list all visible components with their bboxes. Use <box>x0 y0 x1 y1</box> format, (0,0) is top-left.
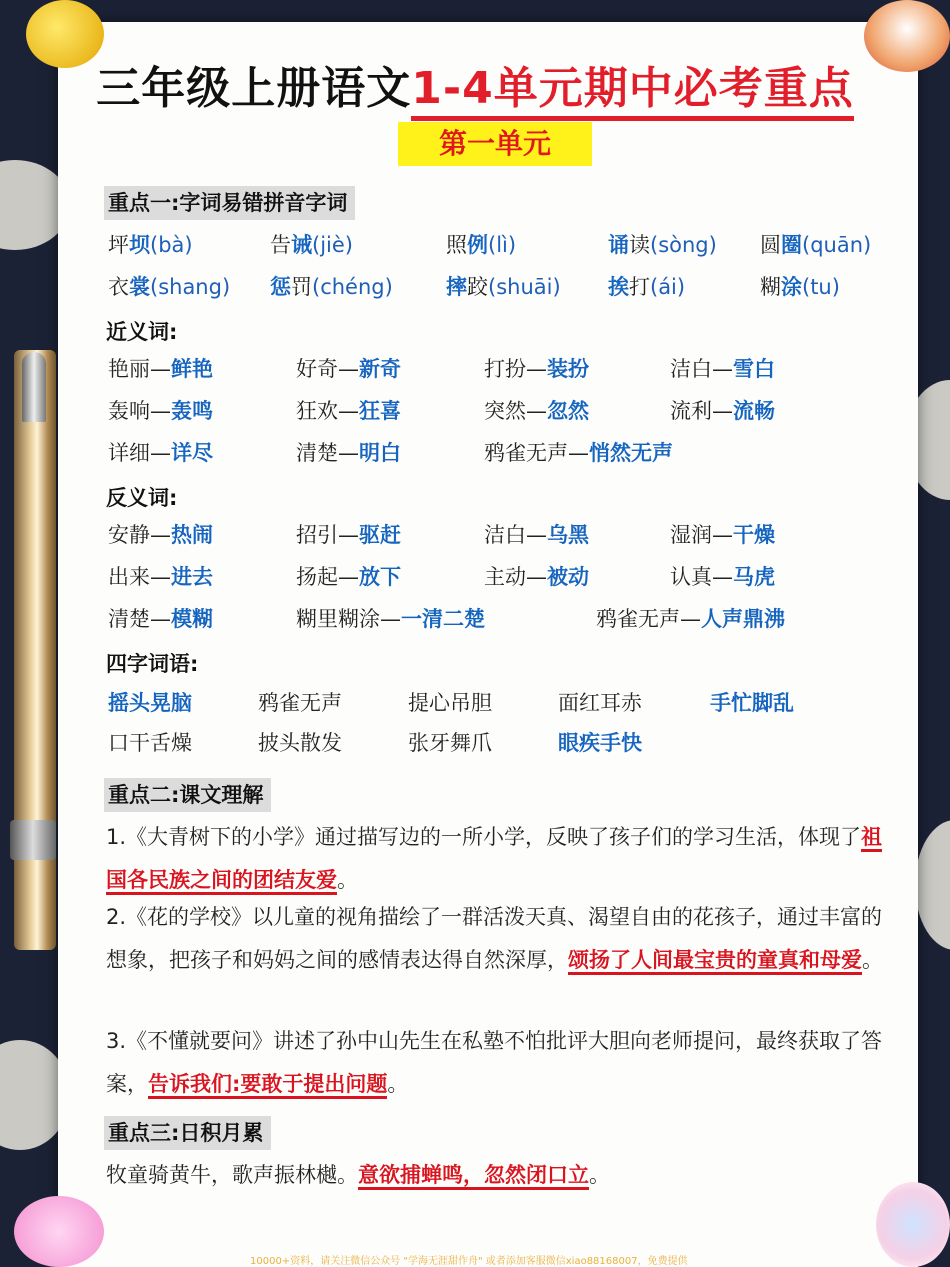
idiom: 手忙脚乱 <box>710 691 794 715</box>
pair-word: 出来— <box>108 565 171 589</box>
word-char: 糊 <box>760 275 781 299</box>
pair-word: 清楚— <box>296 441 359 465</box>
pen-tip <box>22 352 46 422</box>
word-pair <box>108 396 213 426</box>
word-pair <box>296 604 485 634</box>
paragraph-3-end: 。 <box>387 1072 409 1096</box>
word-highlight-char: 圈 <box>781 233 802 257</box>
page-title <box>0 52 950 116</box>
pair-answer: 忽然 <box>547 399 589 423</box>
word-pair <box>108 354 213 384</box>
word-highlight-char: 挨 <box>608 275 629 299</box>
word-char: 打 <box>629 275 650 299</box>
pair-answer: 模糊 <box>171 607 213 631</box>
word-pair <box>108 520 213 550</box>
pair-word: 糊里糊涂— <box>296 607 401 631</box>
paragraph-1-highlight: 祖国各民族之间的团结友爱 <box>106 825 882 895</box>
pair-answer: 人声鼎沸 <box>701 607 785 631</box>
paragraph-1-text: 1.《大青树下的小学》通过描写边的一所小学，反映了孩子们的学习生活，体现了 <box>106 825 862 849</box>
pair-word: 安静— <box>108 523 171 547</box>
word-pair <box>484 396 589 426</box>
pinyin-text: (tu) <box>802 275 840 299</box>
pen-body <box>14 350 56 950</box>
pair-word: 主动— <box>484 565 547 589</box>
idiom: 提心吊胆 <box>408 691 492 715</box>
pinyin-text: (jiè) <box>312 233 353 257</box>
pair-word: 打扮— <box>484 357 547 381</box>
idioms-label: 四字词语: <box>106 652 199 676</box>
pair-word: 轰响— <box>108 399 171 423</box>
paragraph-2-end: 。 <box>862 948 883 972</box>
pinyin-text: (chéng) <box>312 275 393 299</box>
word-highlight-char: 裳 <box>129 275 150 299</box>
paragraph-2-highlight: 颂扬了人间最宝贵的童真和母爱 <box>568 948 862 975</box>
pair-answer: 进去 <box>171 565 213 589</box>
word-highlight-char: 摔 <box>446 275 467 299</box>
idiom: 摇头晃脑 <box>108 691 192 715</box>
pair-word: 流利— <box>670 399 733 423</box>
word-highlight-char: 惩 <box>270 275 291 299</box>
pair-answer: 乌黑 <box>547 523 589 547</box>
pinyin-text: (shuāi) <box>488 275 561 299</box>
pair-answer: 干燥 <box>733 523 775 547</box>
pair-answer: 悄然无声 <box>589 441 673 465</box>
word-char: 跤 <box>467 275 488 299</box>
word-pair <box>670 396 775 426</box>
idiom: 张牙舞爪 <box>408 731 492 755</box>
pair-answer: 放下 <box>359 565 401 589</box>
pair-answer: 一清二楚 <box>401 607 485 631</box>
word-pair <box>670 354 775 384</box>
word-pair <box>670 562 775 592</box>
pair-word: 鸦雀无声— <box>596 607 701 631</box>
word-char: 罚 <box>291 275 312 299</box>
section-heading-3: 重点三:日积月累 <box>104 1116 271 1150</box>
pair-word: 认真— <box>670 565 733 589</box>
word-pair <box>484 562 589 592</box>
pinyin-word <box>760 272 840 302</box>
word-char: 读 <box>629 233 650 257</box>
idiom: 眼疾手快 <box>558 731 642 755</box>
pinyin-word <box>270 272 393 302</box>
title-part-2: 1-4单元期中必考重点 <box>411 63 854 121</box>
pinyin-text: (lì) <box>488 233 517 257</box>
pair-word: 详细— <box>108 441 171 465</box>
pair-word: 狂欢— <box>296 399 359 423</box>
pair-answer: 鲜艳 <box>171 357 213 381</box>
pinyin-word <box>108 230 193 260</box>
word-pair <box>296 396 401 426</box>
pinyin-text: (shang) <box>150 275 231 299</box>
paragraph-2-text: 2.《花的学校》以儿童的视角描绘了一群活泼天真、渴望自由的花孩子，通过丰富的想象，把孩子和妈妈之间的感情表达得自然深厚， <box>106 905 883 972</box>
pinyin-text: (bà) <box>150 233 193 257</box>
pair-answer: 雪白 <box>733 357 775 381</box>
paragraph-1-end: 。 <box>337 868 358 892</box>
word-char: 告 <box>270 233 291 257</box>
word-highlight-char: 例 <box>467 233 488 257</box>
idiom: 面红耳赤 <box>558 691 642 715</box>
word-pair <box>108 604 213 634</box>
pair-answer: 热闹 <box>171 523 213 547</box>
word-pair <box>484 520 589 550</box>
word-highlight-char: 坝 <box>129 233 150 257</box>
pair-answer: 流畅 <box>733 399 775 423</box>
word-highlight-char: 诵 <box>608 233 629 257</box>
word-pair <box>296 562 401 592</box>
pinyin-word <box>270 230 353 260</box>
bow-sticker <box>14 1196 104 1267</box>
pair-word: 好奇— <box>296 357 359 381</box>
pinyin-word <box>108 272 230 302</box>
section-heading-2: 重点二:课文理解 <box>104 778 271 812</box>
pinyin-text: (quān) <box>802 233 872 257</box>
pinyin-word <box>446 272 561 302</box>
pinyin-word <box>446 230 516 260</box>
paragraph-3-text: 3.《不懂就要问》讲述了孙中山先生在私塾不怕批评大胆向老师提问，最终获取了答案， <box>106 1029 883 1096</box>
pair-word: 湿润— <box>670 523 733 547</box>
poem-text: 牧童骑黄牛，歌声振林樾。 <box>106 1163 358 1187</box>
word-pair <box>296 438 401 468</box>
word-char: 照 <box>446 233 467 257</box>
pair-answer: 狂喜 <box>359 399 401 423</box>
pair-answer: 装扮 <box>547 357 589 381</box>
word-pair <box>484 354 589 384</box>
pinyin-word <box>608 272 685 302</box>
word-pair <box>296 354 401 384</box>
title-part-1: 三年级上册语文 <box>96 63 412 114</box>
idiom: 鸦雀无声 <box>258 691 342 715</box>
unit-tag: 第一单元 <box>398 122 592 166</box>
synonyms-label: 近义词: <box>106 320 178 344</box>
pair-answer: 明白 <box>359 441 401 465</box>
pair-answer: 轰鸣 <box>171 399 213 423</box>
word-pair <box>108 438 213 468</box>
pair-word: 招引— <box>296 523 359 547</box>
paragraph-1 <box>106 816 886 902</box>
pinyin-word <box>760 230 871 260</box>
background-pattern <box>915 820 950 950</box>
pair-word: 清楚— <box>108 607 171 631</box>
pair-answer: 驱赶 <box>359 523 401 547</box>
pair-word: 鸦雀无声— <box>484 441 589 465</box>
antonyms-label: 反义词: <box>106 486 178 510</box>
pair-answer: 新奇 <box>359 357 401 381</box>
idiom: 披头散发 <box>258 731 342 755</box>
footer-note: 10000+资料，请关注微信公众号 "学海无涯甜作舟" 或者添加客服微信xiao88168007，免费提供 <box>250 1256 688 1267</box>
pair-answer: 被动 <box>547 565 589 589</box>
pair-word: 洁白— <box>484 523 547 547</box>
paragraph-3-highlight: 告诉我们:要敢于提出问题 <box>148 1072 387 1099</box>
pinyin-text: (ái) <box>650 275 686 299</box>
word-pair <box>596 604 785 634</box>
poem-end: 。 <box>589 1163 610 1187</box>
pinyin-word <box>608 230 717 260</box>
word-char: 坪 <box>108 233 129 257</box>
poem-highlight: 意欲捕蝉鸣，忽然闭口立 <box>358 1163 589 1190</box>
section-heading-1: 重点一:字词易错拼音字词 <box>104 186 355 220</box>
word-highlight-char: 涂 <box>781 275 802 299</box>
word-pair <box>108 562 213 592</box>
word-highlight-char: 诫 <box>291 233 312 257</box>
pair-word: 突然— <box>484 399 547 423</box>
word-char: 圆 <box>760 233 781 257</box>
pinyin-text: (sòng) <box>650 233 717 257</box>
word-pair <box>484 438 673 468</box>
pair-word: 艳丽— <box>108 357 171 381</box>
word-pair <box>670 520 775 550</box>
pair-answer: 马虎 <box>733 565 775 589</box>
word-pair <box>296 520 401 550</box>
poem-line <box>106 1154 886 1197</box>
pair-word: 洁白— <box>670 357 733 381</box>
pair-word: 扬起— <box>296 565 359 589</box>
paragraph-2 <box>106 896 886 982</box>
donut-sticker <box>876 1182 950 1267</box>
pen-clip <box>10 820 56 860</box>
paragraph-3 <box>106 1020 886 1106</box>
pair-answer: 详尽 <box>171 441 213 465</box>
idiom: 口干舌燥 <box>108 731 192 755</box>
word-char: 衣 <box>108 275 129 299</box>
